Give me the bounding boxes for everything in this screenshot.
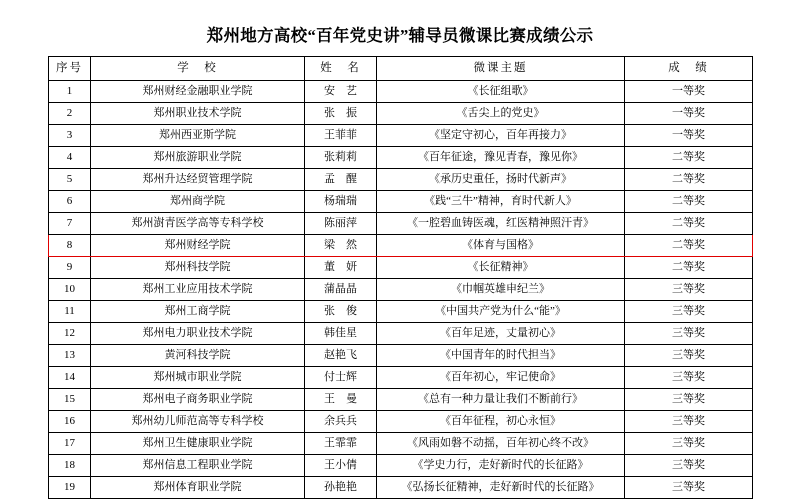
cell-topic: 《践“三牛”精神，育时代新人》 — [377, 191, 625, 213]
cell-topic: 《中国青年的时代担当》 — [377, 345, 625, 367]
cell-grade: 一等奖 — [625, 81, 753, 103]
cell-school: 郑州澍青医学高等专科学校 — [91, 213, 305, 235]
cell-topic: 《学史力行，走好新时代的长征路》 — [377, 455, 625, 477]
cell-seq: 4 — [49, 147, 91, 169]
cell-school: 郑州体育职业学院 — [91, 477, 305, 499]
cell-topic: 《承历史重任，扬时代新声》 — [377, 169, 625, 191]
cell-name: 杨瑞瑞 — [305, 191, 377, 213]
cell-name: 余兵兵 — [305, 411, 377, 433]
cell-name: 孟 醒 — [305, 169, 377, 191]
table-row — [49, 213, 753, 235]
cell-topic: 《百年征程，初心永恒》 — [377, 411, 625, 433]
cell-seq: 11 — [49, 301, 91, 323]
table-row — [49, 257, 753, 279]
table-row — [49, 367, 753, 389]
cell-topic: 《风雨如磐不动摇，百年初心终不改》 — [377, 433, 625, 455]
column-header-name: 姓 名 — [305, 57, 377, 81]
cell-school: 郑州商学院 — [91, 191, 305, 213]
cell-grade: 三等奖 — [625, 323, 753, 345]
cell-topic: 《体育与国格》 — [377, 235, 625, 257]
cell-school: 郑州科技学院 — [91, 257, 305, 279]
cell-school: 郑州职业技术学院 — [91, 103, 305, 125]
cell-name: 王菲菲 — [305, 125, 377, 147]
cell-seq: 15 — [49, 389, 91, 411]
column-header-school: 学 校 — [91, 57, 305, 81]
cell-seq: 7 — [49, 213, 91, 235]
cell-seq: 17 — [49, 433, 91, 455]
table-row — [49, 169, 753, 191]
cell-topic: 《中国共产党为什么“能”》 — [377, 301, 625, 323]
cell-topic: 《巾帼英雄申纪兰》 — [377, 279, 625, 301]
table-row — [49, 477, 753, 499]
table-row — [49, 345, 753, 367]
table-header — [49, 57, 753, 81]
table-row — [49, 235, 753, 257]
cell-seq: 18 — [49, 455, 91, 477]
cell-seq: 5 — [49, 169, 91, 191]
table-row — [49, 433, 753, 455]
cell-topic: 《坚定守初心，百年再接力》 — [377, 125, 625, 147]
cell-name: 张莉莉 — [305, 147, 377, 169]
cell-school: 郑州电力职业技术学院 — [91, 323, 305, 345]
cell-seq: 13 — [49, 345, 91, 367]
cell-school: 黄河科技学院 — [91, 345, 305, 367]
cell-name: 梁 然 — [305, 235, 377, 257]
cell-name: 赵艳飞 — [305, 345, 377, 367]
cell-name: 张 俊 — [305, 301, 377, 323]
cell-name: 张 振 — [305, 103, 377, 125]
cell-school: 郑州工业应用技术学院 — [91, 279, 305, 301]
cell-grade: 二等奖 — [625, 169, 753, 191]
cell-seq: 8 — [49, 235, 91, 257]
table-row — [49, 147, 753, 169]
table-row — [49, 323, 753, 345]
cell-school: 郑州工商学院 — [91, 301, 305, 323]
cell-school: 郑州电子商务职业学院 — [91, 389, 305, 411]
column-header-topic: 微课主题 — [377, 57, 625, 81]
cell-seq: 2 — [49, 103, 91, 125]
cell-topic: 《百年足迹，丈量初心》 — [377, 323, 625, 345]
cell-name: 陈丽萍 — [305, 213, 377, 235]
table-row — [49, 455, 753, 477]
table-row — [49, 389, 753, 411]
column-header-seq: 序号 — [49, 57, 91, 81]
cell-name: 蒲晶晶 — [305, 279, 377, 301]
cell-name: 安 艺 — [305, 81, 377, 103]
cell-name: 王小倩 — [305, 455, 377, 477]
cell-topic: 《长征精神》 — [377, 257, 625, 279]
cell-grade: 三等奖 — [625, 433, 753, 455]
cell-school: 郑州信息工程职业学院 — [91, 455, 305, 477]
page-title: 郑州地方高校“百年党史讲”辅导员微课比赛成绩公示 — [206, 26, 594, 45]
cell-topic: 《长征组歌》 — [377, 81, 625, 103]
cell-seq: 12 — [49, 323, 91, 345]
cell-topic: 《弘扬长征精神，走好新时代的长征路》 — [377, 477, 625, 499]
cell-grade: 二等奖 — [625, 191, 753, 213]
cell-seq: 3 — [49, 125, 91, 147]
cell-name: 王 曼 — [305, 389, 377, 411]
cell-seq: 16 — [49, 411, 91, 433]
cell-school: 郑州旅游职业学院 — [91, 147, 305, 169]
cell-topic: 《百年初心，牢记使命》 — [377, 367, 625, 389]
cell-name: 董 妍 — [305, 257, 377, 279]
table-row — [49, 125, 753, 147]
cell-grade: 三等奖 — [625, 345, 753, 367]
cell-school: 郑州西亚斯学院 — [91, 125, 305, 147]
cell-school: 郑州幼儿师范高等专科学校 — [91, 411, 305, 433]
cell-seq: 9 — [49, 257, 91, 279]
cell-school: 郑州升达经贸管理学院 — [91, 169, 305, 191]
cell-school: 郑州财经金融职业学院 — [91, 81, 305, 103]
cell-topic: 《舌尖上的党史》 — [377, 103, 625, 125]
cell-seq: 10 — [49, 279, 91, 301]
cell-grade: 一等奖 — [625, 125, 753, 147]
cell-name: 王霏霏 — [305, 433, 377, 455]
cell-grade: 三等奖 — [625, 477, 753, 499]
cell-name: 孙艳艳 — [305, 477, 377, 499]
cell-grade: 三等奖 — [625, 367, 753, 389]
cell-grade: 三等奖 — [625, 279, 753, 301]
cell-grade: 二等奖 — [625, 257, 753, 279]
table-header-row — [49, 57, 753, 81]
table-row — [49, 81, 753, 103]
cell-seq: 14 — [49, 367, 91, 389]
cell-grade: 二等奖 — [625, 235, 753, 257]
cell-grade: 三等奖 — [625, 411, 753, 433]
cell-seq: 19 — [49, 477, 91, 499]
column-header-grade: 成 绩 — [625, 57, 753, 81]
cell-topic: 《总有一种力量让我们不断前行》 — [377, 389, 625, 411]
table-row — [49, 411, 753, 433]
cell-topic: 《百年征途，豫见青春，豫见你》 — [377, 147, 625, 169]
table-row — [49, 191, 753, 213]
cell-grade: 三等奖 — [625, 455, 753, 477]
cell-seq: 1 — [49, 81, 91, 103]
cell-grade: 三等奖 — [625, 389, 753, 411]
cell-grade: 二等奖 — [625, 147, 753, 169]
cell-topic: 《一腔碧血铸医魂，红医精神照汗青》 — [377, 213, 625, 235]
cell-school: 郑州城市职业学院 — [91, 367, 305, 389]
cell-name: 韩佳星 — [305, 323, 377, 345]
table-row — [49, 301, 753, 323]
cell-grade: 一等奖 — [625, 103, 753, 125]
cell-grade: 二等奖 — [625, 213, 753, 235]
cell-name: 付士辉 — [305, 367, 377, 389]
cell-school: 郑州卫生健康职业学院 — [91, 433, 305, 455]
cell-grade: 三等奖 — [625, 301, 753, 323]
cell-school: 郑州财经学院 — [91, 235, 305, 257]
table-row — [49, 279, 753, 301]
cell-seq: 6 — [49, 191, 91, 213]
table-row — [49, 103, 753, 125]
table-body — [49, 81, 753, 499]
